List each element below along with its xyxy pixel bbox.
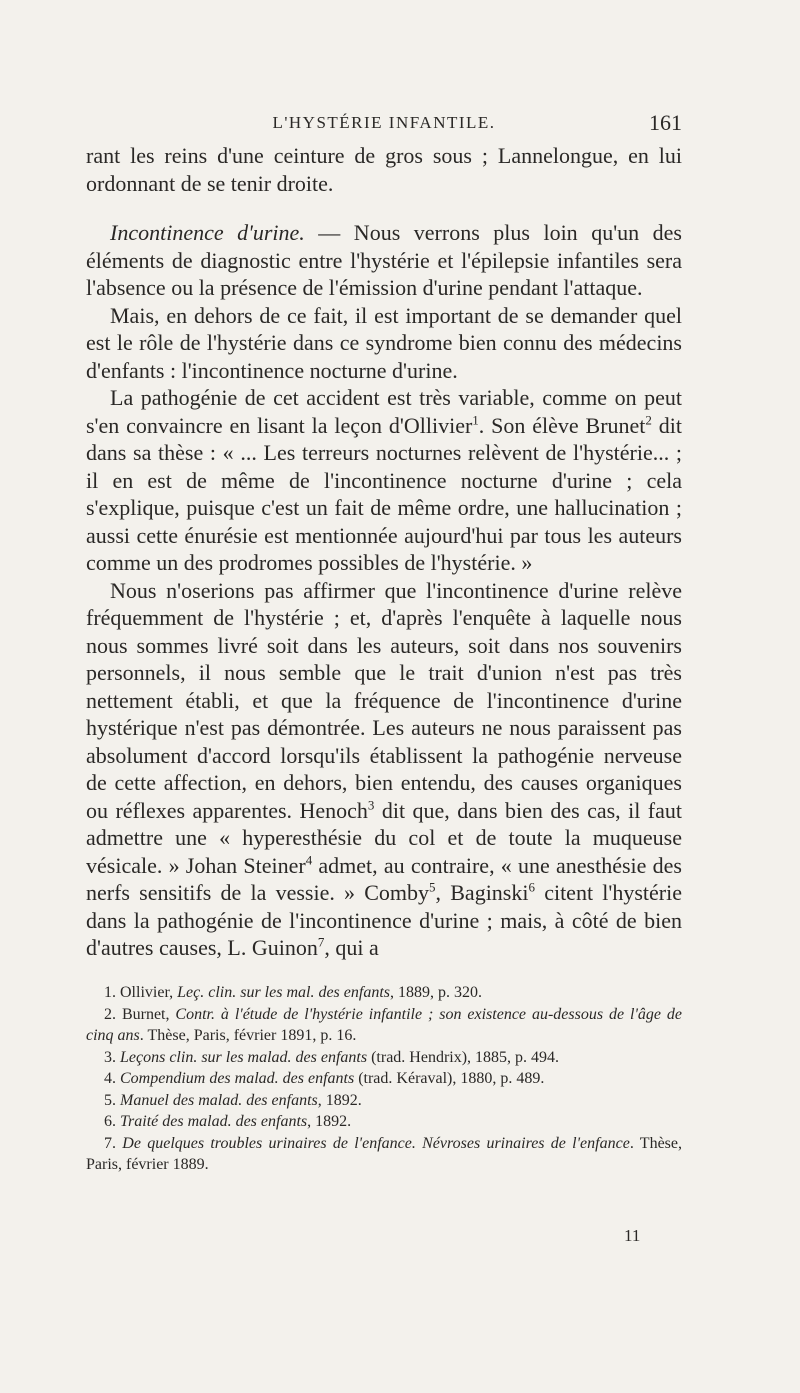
footnote-number: 5. <box>104 1091 120 1109</box>
text-run: citent l'hystérie dans la pathogénie de l'incontinence d'urine ; mais, à côté de bien d'autres causes, L. Guinon <box>86 880 682 960</box>
footnotes <box>86 982 682 1176</box>
footnote <box>86 1133 682 1176</box>
page-number: 161 <box>649 110 682 135</box>
footnote-ref: 2 <box>645 412 652 428</box>
text-run: La pathogénie de cet accident est très variable, comme on peut s'en convaincre en lisant la leçon d'Ollivier <box>86 385 682 438</box>
text-run: admet, au contraire, « une anesthésie des nerfs sensitifs de la vessie. » Comby <box>86 852 682 905</box>
footnote-ref: 4 <box>305 852 313 868</box>
footnote-number: 1. <box>104 984 120 1001</box>
page-header <box>86 110 682 140</box>
footnote-ref: 1 <box>472 412 479 428</box>
footnote-number: 2. <box>104 1005 122 1023</box>
footnote-number: 3. <box>104 1048 120 1066</box>
body-text <box>86 142 682 962</box>
paragraph <box>86 384 682 577</box>
footnote <box>86 1090 682 1112</box>
footnote <box>86 1004 682 1047</box>
footnote-rest: , 1892. <box>307 1113 352 1130</box>
footnote-title: De quelques troubles urinaires de l'enfance. Névroses urinaires de l'enfance <box>122 1134 630 1152</box>
text-run: , Baginski <box>435 880 529 905</box>
footnote-ref: 6 <box>528 879 535 895</box>
signature-mark: 11 <box>624 1226 641 1245</box>
footnote <box>86 982 682 1004</box>
text-run: dit que, dans bien des cas, il faut admettre une « hyperesthésie du col et de toute la muqueuse vésicale. » Johan Steiner <box>86 797 682 878</box>
footnote <box>86 1111 682 1133</box>
footnote-author: Ollivier, <box>120 984 178 1001</box>
footnote-number: 6. <box>104 1113 120 1130</box>
footnote-number: 4. <box>104 1070 120 1087</box>
footnote-ref: 5 <box>429 879 436 895</box>
paragraph <box>86 577 682 962</box>
paragraph <box>86 142 682 197</box>
footnote <box>86 1068 682 1090</box>
section-heading: Incontinence d'urine. <box>110 220 305 245</box>
footnote-title: Leç. clin. sur les mal. des enfants <box>177 984 390 1001</box>
footnote-rest: , 1892. <box>317 1091 362 1109</box>
footnote-title: Contr. à l'étude de l'hystérie infantile ; son existence au-dessous de l'âge de cinq ans <box>86 1005 683 1044</box>
footnote-rest: . Thèse, Paris, février 1889. <box>86 1134 683 1173</box>
paragraph <box>86 302 682 385</box>
text-run: Mais, en dehors de ce fait, il est important de se demander quel est le rôle de l'hystérie dans ce syndrome bien connu des médecins d'enfants : l'incontinence nocturne d'urine. <box>86 302 682 383</box>
paragraph <box>86 219 682 302</box>
text-run: . Son élève Brunet <box>478 412 646 438</box>
text-run: , qui a <box>324 935 379 960</box>
footnote-rest: . Thèse, Paris, février 1891, p. 16. <box>139 1027 357 1044</box>
footnote-ref: 7 <box>317 934 325 950</box>
footnote-author: Burnet, <box>121 1005 176 1023</box>
footnote-rest: (trad. Kéraval), 1880, p. 489. <box>354 1070 545 1087</box>
text-run: rant les reins d'une ceinture de gros sous ; Lannelongue, en lui ordonnant de se tenir droite. <box>86 143 682 196</box>
footnote-number: 7. <box>104 1134 123 1152</box>
running-title: L'HYSTÉRIE INFANTILE. <box>272 113 496 132</box>
footnote-title: Leçons clin. sur les malad. des enfants <box>120 1048 368 1066</box>
text-run: — Nous verrons plus loin qu'un des éléments de diagnostic entre l'hystérie et l'épilepsie infantiles sera l'absence ou la présence de l'émission d'urine pendant l'attaque. <box>86 220 682 300</box>
text-run: dit dans sa thèse : « ... Les terreurs nocturnes relèvent de l'hystérie... ; il en est de même de l'incontinence nocturne d'urine ; cela s'explique, puisque c'est un fait de même ordre, une hallucination ; aussi cette énurésie est mentionnée aujourd'hui par tous les auteurs comme un des prodromes possibles de l'hystérie. » <box>86 412 682 575</box>
footnote-title: Compendium des malad. des enfants <box>120 1070 355 1087</box>
text-run: Nous n'oserions pas affirmer que l'incontinence d'urine relève fréquemment de l'hystérie ; et, d'après l'enquête à laquelle nous nous sommes livré soit dans les auteurs, soit dans nos souvenirs personnels, il nous semble que le trait d'union n'est pas très nettement établi, et que la fréquence de l'incontinence d'urine hystérique n'est pas démontrée. Les auteurs ne nous paraissent pas absolument d'accord lorsqu'ils établissent la pathogénie nerveuse de cette affection, en dehors, bien entendu, des causes organiques ou réflexes apparentes. Henoch <box>86 577 682 823</box>
footnote-ref: 3 <box>367 797 375 813</box>
footnote <box>86 1047 682 1069</box>
footnote-rest: (trad. Hendrix), 1885, p. 494. <box>367 1048 560 1066</box>
footnote-rest: , 1889, p. 320. <box>390 984 482 1001</box>
footnote-title: Manuel des malad. des enfants <box>120 1091 318 1109</box>
footnote-title: Traité des malad. des enfants <box>120 1113 308 1130</box>
